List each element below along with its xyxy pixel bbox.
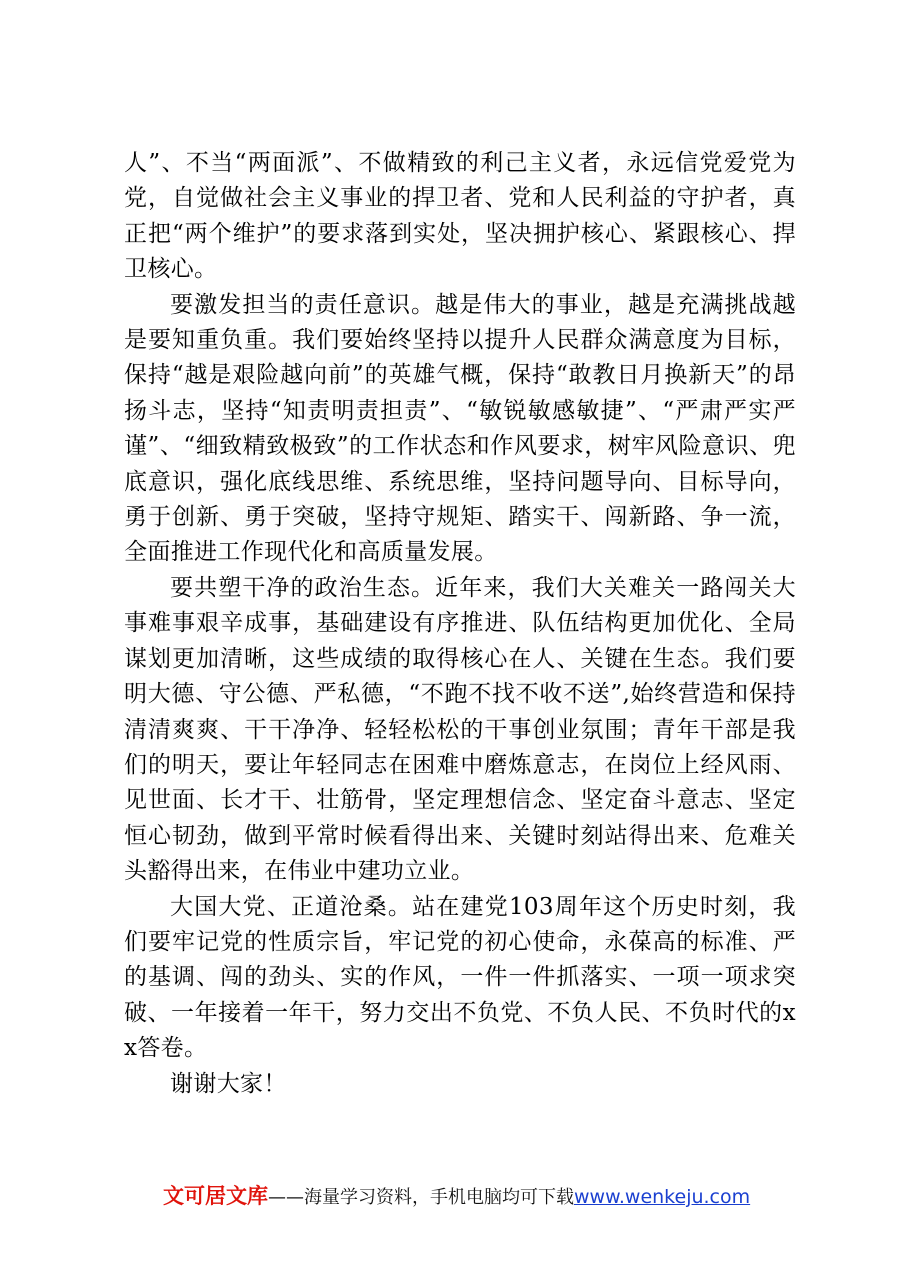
footer-link[interactable]: www.wenkeju.com [574, 1186, 751, 1208]
paragraph-thanks: 谢谢大家！ [170, 1070, 287, 1097]
document-body [124, 146, 796, 1102]
footer-banner [163, 1183, 750, 1211]
paragraph-responsibility: 要激发担当的责任意识。越是伟大的事业，越是充满挑战越是要知重负重。我们要始终坚持以提升人民群众满意度为目标，保持“越是艰险越向前”的英雄气概，保持“敢教日月换新天”的昂扬斗志，坚持“知责明责担责”、“敏锐敏感敏捷”、“严肃严实严谨”、“细致精致极致”的工作状态和作风要求，树牢风险意识、兜底意识，强化底线思维、系统思维，坚持问题导向、目标导向，勇于创新、勇于突破，坚持守规矩、踏实干、闯新路、争一流，全面推进工作现代化和高质量发展。 [124, 291, 796, 566]
footer-tagline: ——海量学习资料，手机电脑均可下载 [268, 1187, 574, 1208]
footer-brand: 文可居文库 [163, 1184, 268, 1208]
paragraph-continuation: 人”、不当“两面派”、不做精致的利己主义者，永远信党爱党为党，自觉做社会主义事业的捍卫者、党和人民利益的守护者，真正把“两个维护”的要求落到实处，坚决拥护核心、紧跟核心、捍卫核心。 [124, 150, 796, 283]
paragraph-conclusion: 大国大党、正道沧桑。站在建党103周年这个历史时刻，我们要牢记党的性质宗旨，牢记党的初心使命，永葆高的标准、严的基调、闯的劲头、实的作风，一件一件抓落实、一项一项求突破、一年接着一年干，努力交出不负党、不负人民、不负时代的xx答卷。 [124, 893, 796, 1062]
paragraph-political-ecology: 要共塑干净的政治生态。近年来，我们大关难关一路闯关大事难事艰辛成事，基础建设有序推进、队伍结构更加优化、全局谋划更加清晰，这些成绩的取得核心在人、关键在生态。我们要明大德、守公德、严私德，“不跑不找不收不送”,始终营造和保持清清爽爽、干干净净、轻轻松松的干事创业氛围；青年干部是我们的明天，要让年轻同志在困难中磨炼意志，在岗位上经风雨、见世面、长才干、壮筋骨，坚定理想信念、坚定奋斗意志、坚定恒心韧劲，做到平常时候看得出来、关键时刻站得出来、危难关头豁得出来，在伟业中建功立业。 [124, 574, 796, 885]
